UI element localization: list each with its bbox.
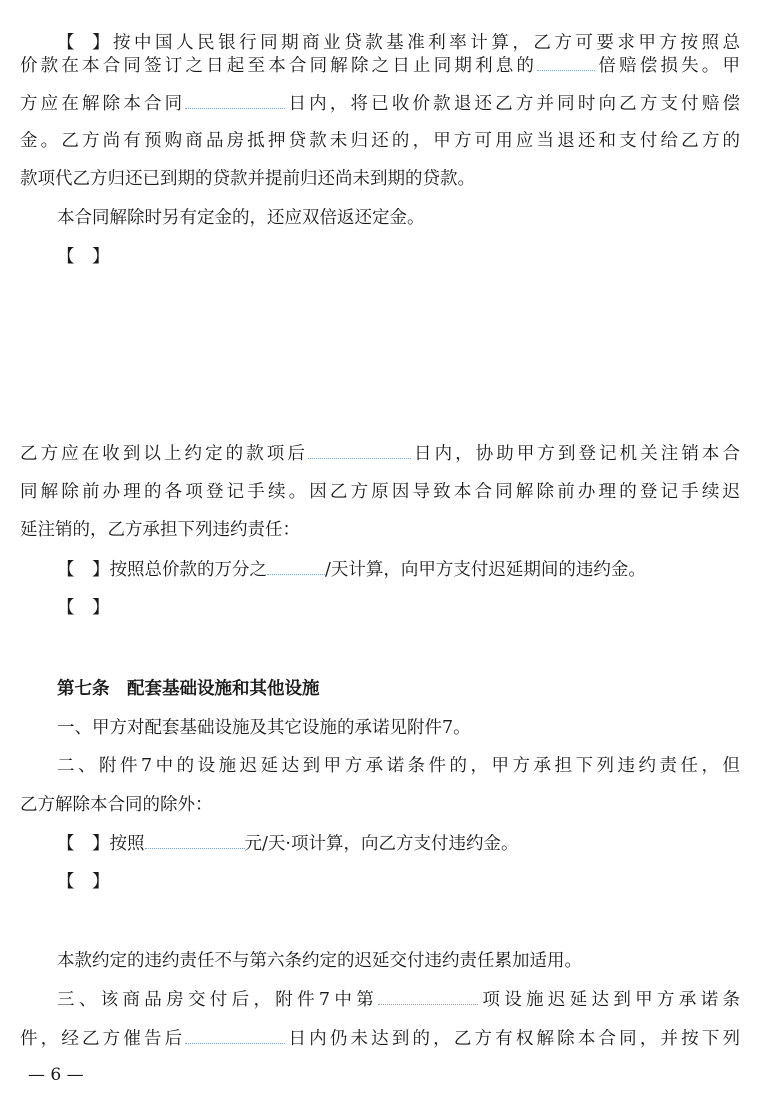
paragraph-line <box>57 753 740 779</box>
checkbox-bracket[interactable]: 【 】 <box>57 247 110 267</box>
text: 元/天·项计算，向乙方支付违约金。 <box>244 834 519 854</box>
text: 日内，将已收价款退还乙方并同时向乙方支付赔偿 <box>285 94 741 114</box>
paragraph-line <box>57 986 740 1013</box>
text: 一、甲方对配套基础设施及其它设施的承诺见附件7。 <box>57 718 471 738</box>
text: 款项代乙方归还已到期的贷款并提前归还尚未到期的贷款。 <box>20 169 475 189</box>
text: 日内，协助甲方到登记机关注销本合 <box>410 444 741 464</box>
text: 同解除前办理的各项登记手续。因乙方原因导致本合同解除前办理的登记手续迟 <box>20 482 740 502</box>
paragraph-line <box>20 479 740 505</box>
option-line <box>57 244 740 270</box>
text: 本合同解除时另有定金的，还应双倍返还定金。 <box>57 208 425 228</box>
heading-text: 第七条 配套基础设施和其他设施 <box>57 679 320 699</box>
option-line <box>57 595 740 621</box>
text: 倍赔偿损失。甲 <box>595 56 740 76</box>
checkbox-bracket[interactable]: 【 】 <box>57 598 110 618</box>
text: 延注销的，乙方承担下列违约责任： <box>20 520 300 540</box>
paragraph-line <box>20 52 740 79</box>
checkbox-bracket[interactable]: 【 】 <box>57 872 110 892</box>
paragraph-line <box>20 166 740 192</box>
section-heading <box>57 676 740 702</box>
paragraph-line <box>20 90 740 117</box>
paragraph-line <box>20 128 740 154</box>
text: 日内仍未达到的，乙方有权解除本合同，并按下列 <box>285 1029 741 1049</box>
paragraph-line <box>20 440 740 467</box>
fill-in-blank[interactable] <box>185 1025 285 1044</box>
text: 二、附件7中的设施迟延达到甲方承诺条件的，甲方承担下列违约责任，但 <box>57 756 740 776</box>
paragraph-line <box>57 715 740 741</box>
text: 按中国人民银行同期商业贷款基准利率计算，乙方可要求甲方按照总 <box>109 33 740 53</box>
option-line <box>57 830 740 857</box>
text: 价款在本合同签订之日起至本合同解除之日止同期利息的 <box>20 56 538 76</box>
text: 金。乙方尚有预购商品房抵押贷款未归还的，甲方可用应当退还和支付给乙方的 <box>20 131 740 151</box>
text: 方应在解除本合同 <box>20 94 186 114</box>
page-number: — 6 — <box>28 1065 84 1085</box>
option-line <box>57 556 740 583</box>
text: 按照 <box>109 834 145 854</box>
option-line <box>57 869 740 895</box>
text: 项设施迟延达到甲方承诺条 <box>478 990 740 1010</box>
paragraph-line <box>20 517 740 543</box>
text: 三、该商品房交付后，附件7中第 <box>57 990 379 1010</box>
checkbox-bracket[interactable]: 【 】 <box>57 560 110 580</box>
paragraph-line <box>20 792 740 818</box>
paragraph-line <box>20 1025 740 1052</box>
text: 乙方应在收到以上约定的款项后 <box>20 444 308 464</box>
text: /天计算，向甲方支付迟延期间的违约金。 <box>325 560 646 580</box>
text: 件，经乙方催告后 <box>20 1029 186 1049</box>
text: 本款约定的违约责任不与第六条约定的迟延交付违约责任累加适用。 <box>57 951 582 971</box>
fill-in-blank[interactable] <box>145 830 245 849</box>
checkbox-bracket[interactable]: 【 】 <box>57 834 110 854</box>
fill-in-blank[interactable] <box>267 556 325 575</box>
text: 按照总价款的万分之 <box>109 560 267 580</box>
paragraph-line <box>57 205 740 231</box>
checkbox-bracket[interactable]: 【 】 <box>57 33 110 53</box>
fill-in-blank[interactable] <box>308 440 411 459</box>
fill-in-blank[interactable] <box>537 52 595 71</box>
fill-in-blank[interactable] <box>185 90 285 109</box>
fill-in-blank[interactable] <box>378 986 478 1005</box>
text: 乙方解除本合同的除外： <box>20 795 213 815</box>
paragraph-line <box>57 948 740 974</box>
